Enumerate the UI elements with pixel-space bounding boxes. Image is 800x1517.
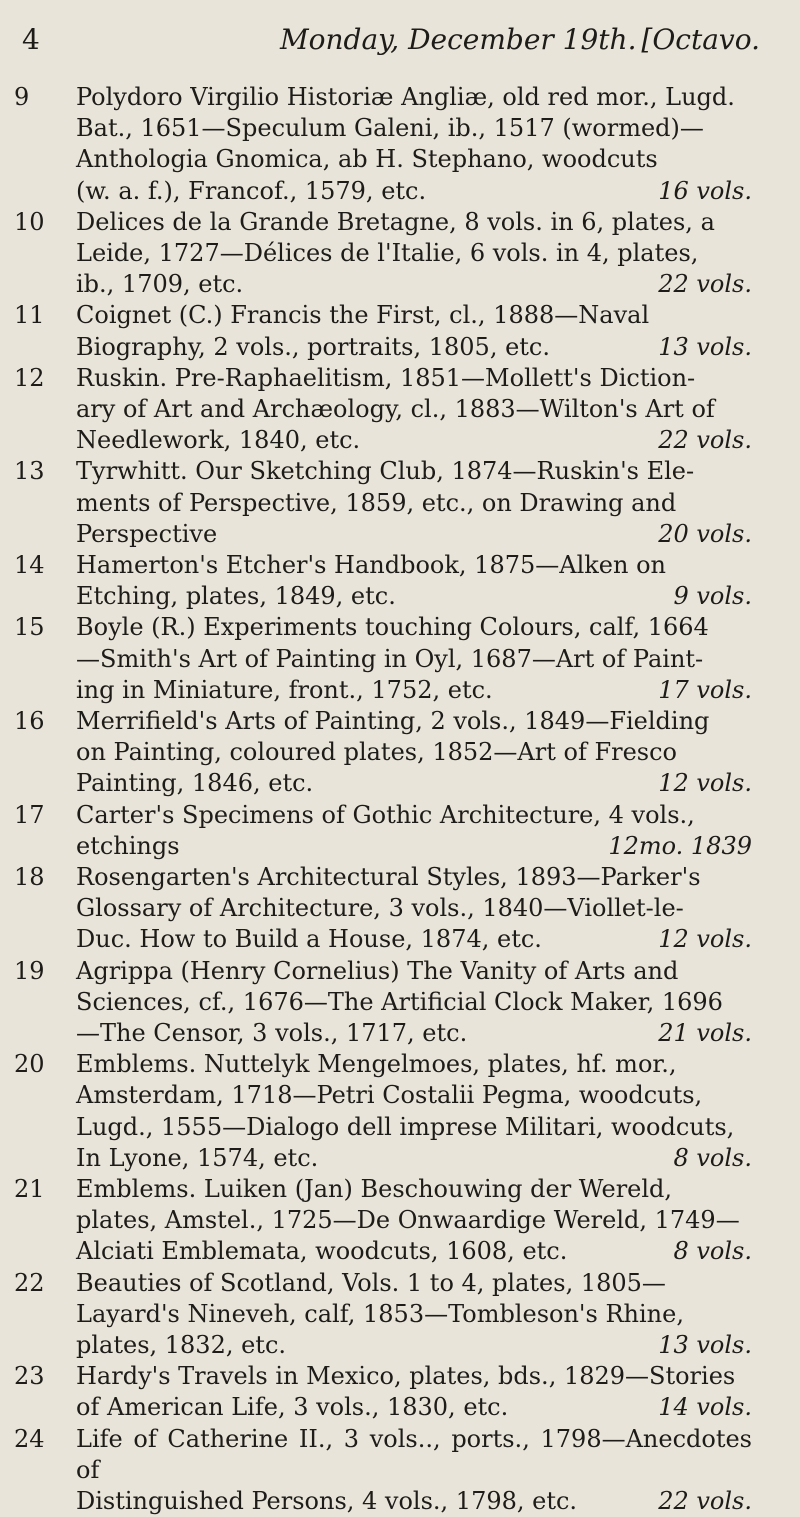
lot-line: 12 vols. Painting, 1846, etc. (76, 768, 752, 799)
lot-description (76, 82, 752, 207)
lot-line: Amsterdam, 1718—Petri Costalii Pegma, woodcuts, (76, 1081, 703, 1110)
lot-line: 13 vols. Biography, 2 vols., portraits, 1805, etc. (76, 332, 752, 363)
lot-number: 11 (14, 301, 45, 330)
lot-line: Boyle (R.) Experiments touching Colours, calf, 1664 (76, 613, 709, 642)
lot-volume-count: 12 vols. (658, 925, 752, 954)
lot-volume-count: 17 vols. (658, 675, 752, 704)
lot-line: 14 vols. of American Life, 3 vols., 1830, etc. (76, 1392, 752, 1423)
sale-date-title: Monday, December 19th. (280, 23, 637, 56)
lot-line: 22 vols. Distinguished Persons, 4 vols., 1798, etc. (76, 1486, 752, 1517)
lot-line: 22 vols. Needlework, 1840, etc. (76, 425, 752, 456)
lot-description (76, 800, 752, 862)
lot-description (76, 862, 752, 956)
lot-line: 12mo. 1839 etchings (76, 831, 752, 862)
lot-line: 17 vols. ing in Miniature, front., 1752, etc. (76, 675, 752, 706)
lot-line: Ruskin. Pre-Raphaelitism, 1851—Mollett's Diction- (76, 363, 696, 392)
lot-volume-count: 12 vols. (658, 769, 752, 798)
lot-number: 13 (14, 457, 45, 486)
lot-volume-count: 20 vols. (658, 519, 752, 548)
lot-description (76, 706, 752, 800)
lot-line: Bat., 1651—Speculum Galeni, ib., 1517 (wormed)— (76, 114, 704, 143)
lot-line: Beauties of Scotland, Vols. 1 to 4, plates, 1805— (76, 1268, 666, 1297)
lot-description (76, 956, 752, 1050)
page-header (22, 18, 760, 62)
lot-line: 12 vols. Duc. How to Build a House, 1874, etc. (76, 924, 752, 955)
lot-line: Lugd., 1555—Dialogo dell imprese Militari, woodcuts, (76, 1112, 735, 1141)
lot-line: 8 vols. In Lyone, 1574, etc. (76, 1143, 752, 1174)
lot-volume-count: 22 vols. (658, 426, 752, 455)
lot-line: Carter's Specimens of Gothic Architecture, 4 vols., (76, 800, 695, 829)
lot-number: 21 (14, 1175, 45, 1203)
lot-line: Delices de la Grande Bretagne, 8 vols. in 6, plates, a (76, 207, 715, 236)
lot-number: 19 (14, 956, 45, 985)
lot-line: 20 vols. Perspective (76, 519, 752, 550)
lot-description (76, 207, 752, 301)
lot-line: 9 vols. Etching, plates, 1849, etc. (76, 581, 752, 612)
lot-line: 8 vols. Alciati Emblemata, woodcuts, 1608, etc. (76, 1236, 752, 1267)
lot-number: 12 (14, 363, 45, 392)
lot-line: ments of Perspective, 1859, etc., on Drawing and (76, 488, 677, 517)
lot-line: —Smith's Art of Painting in Oyl, 1687—Art of Paint- (76, 644, 704, 673)
lot-description (76, 1424, 752, 1517)
lot-volume-count: 13 vols. (658, 1331, 752, 1359)
lot-line: plates, Amstel., 1725—De Onwaardige Wereld, 1749— (76, 1206, 740, 1235)
lot-description (76, 1174, 752, 1268)
lot-volume-count: 13 vols. (658, 332, 752, 361)
lot-line: Emblems. Luiken (Jan) Beschouwing der Wereld, (76, 1175, 673, 1203)
lot-volume-count: 9 vols. (673, 582, 752, 611)
lot-line: 13 vols. plates, 1832, etc. (76, 1330, 752, 1361)
lot-line: ary of Art and Archæology, cl., 1883—Wilton's Art of (76, 395, 715, 423)
lot-number: 9 (14, 83, 30, 111)
lot-line: Merrifield's Arts of Painting, 2 vols., 1849—Fielding (76, 707, 710, 735)
lot-volume-count: 22 vols. (658, 1487, 752, 1515)
lot-volume-count: 21 vols. (658, 1019, 752, 1047)
lot-number: 14 (14, 551, 45, 579)
lot-description (76, 550, 752, 612)
lot-line: 22 vols. ib., 1709, etc. (76, 269, 752, 300)
lot-volume-count: 14 vols. (658, 1393, 752, 1422)
lot-line: Leide, 1727—Délices de l'Italie, 6 vols. in 4, plates, (76, 239, 699, 267)
lot-description (76, 1268, 752, 1362)
lot-number: 17 (14, 800, 45, 829)
lot-line: Polydoro Virgilio Historiæ Angliæ, old red mor., Lugd. (76, 83, 735, 111)
lot-line: 21 vols. —The Censor, 3 vols., 1717, etc. (76, 1018, 752, 1049)
lot-volume-count: 8 vols. (673, 1237, 752, 1266)
lot-description (76, 300, 752, 362)
lot-volume-count: 8 vols. (673, 1143, 752, 1172)
lot-number: 23 (14, 1362, 45, 1391)
lot-number: 10 (14, 207, 45, 236)
lot-line: Sciences, cf., 1676—The Artificial Clock Maker, 1696 (76, 987, 723, 1016)
lot-line: Emblems. Nuttelyk Mengelmoes, plates, hf. mor., (76, 1050, 677, 1079)
lot-number: 22 (14, 1268, 45, 1297)
lot-line: Coignet (C.) Francis the First, cl., 1888—Naval (76, 301, 650, 330)
lot-description (76, 456, 752, 550)
format-label: [Octavo. (641, 23, 760, 56)
lot-volume-count: 22 vols. (658, 270, 752, 299)
lot-line: Hardy's Travels in Mexico, plates, bds., 1829—Stories (76, 1362, 736, 1391)
lot-number: 20 (14, 1050, 45, 1079)
lot-description (76, 612, 752, 706)
page-number: 4 (22, 23, 40, 56)
lot-line: Tyrwhitt. Our Sketching Club, 1874—Ruskin's Ele- (76, 457, 695, 486)
lot-line: Anthologia Gnomica, ab H. Stephano, woodcuts (76, 145, 658, 174)
lot-volume-count: 16 vols. (658, 176, 752, 205)
lot-line: on Painting, coloured plates, 1852—Art of Fresco (76, 738, 678, 767)
lot-line: Life of Catherine II., 3 vols.., ports., 1798—Anecdotes of (76, 1424, 752, 1484)
lot-line: Rosengarten's Architectural Styles, 1893—Parker's (76, 863, 701, 891)
lot-line: Hamerton's Etcher's Handbook, 1875—Alken on (76, 551, 666, 579)
lot-line: Agrippa (Henry Cornelius) The Vanity of Arts and (76, 956, 679, 985)
lot-line: 16 vols. (w. a. f.), Francof., 1579, etc. (76, 176, 752, 207)
lot-description (76, 363, 752, 457)
lot-number: 18 (14, 863, 45, 891)
lot-number: 24 (14, 1424, 45, 1453)
lot-number: 16 (14, 707, 45, 735)
lot-description (76, 1361, 752, 1423)
lot-line: Layard's Nineveh, calf, 1853—Tombleson's Rhine, (76, 1299, 684, 1328)
lot-number: 15 (14, 613, 45, 642)
lot-volume-count: 12mo. 1839 (608, 831, 752, 860)
lot-line: Glossary of Architecture, 3 vols., 1840—Viollet-le- (76, 894, 684, 923)
lot-description (76, 1049, 752, 1174)
